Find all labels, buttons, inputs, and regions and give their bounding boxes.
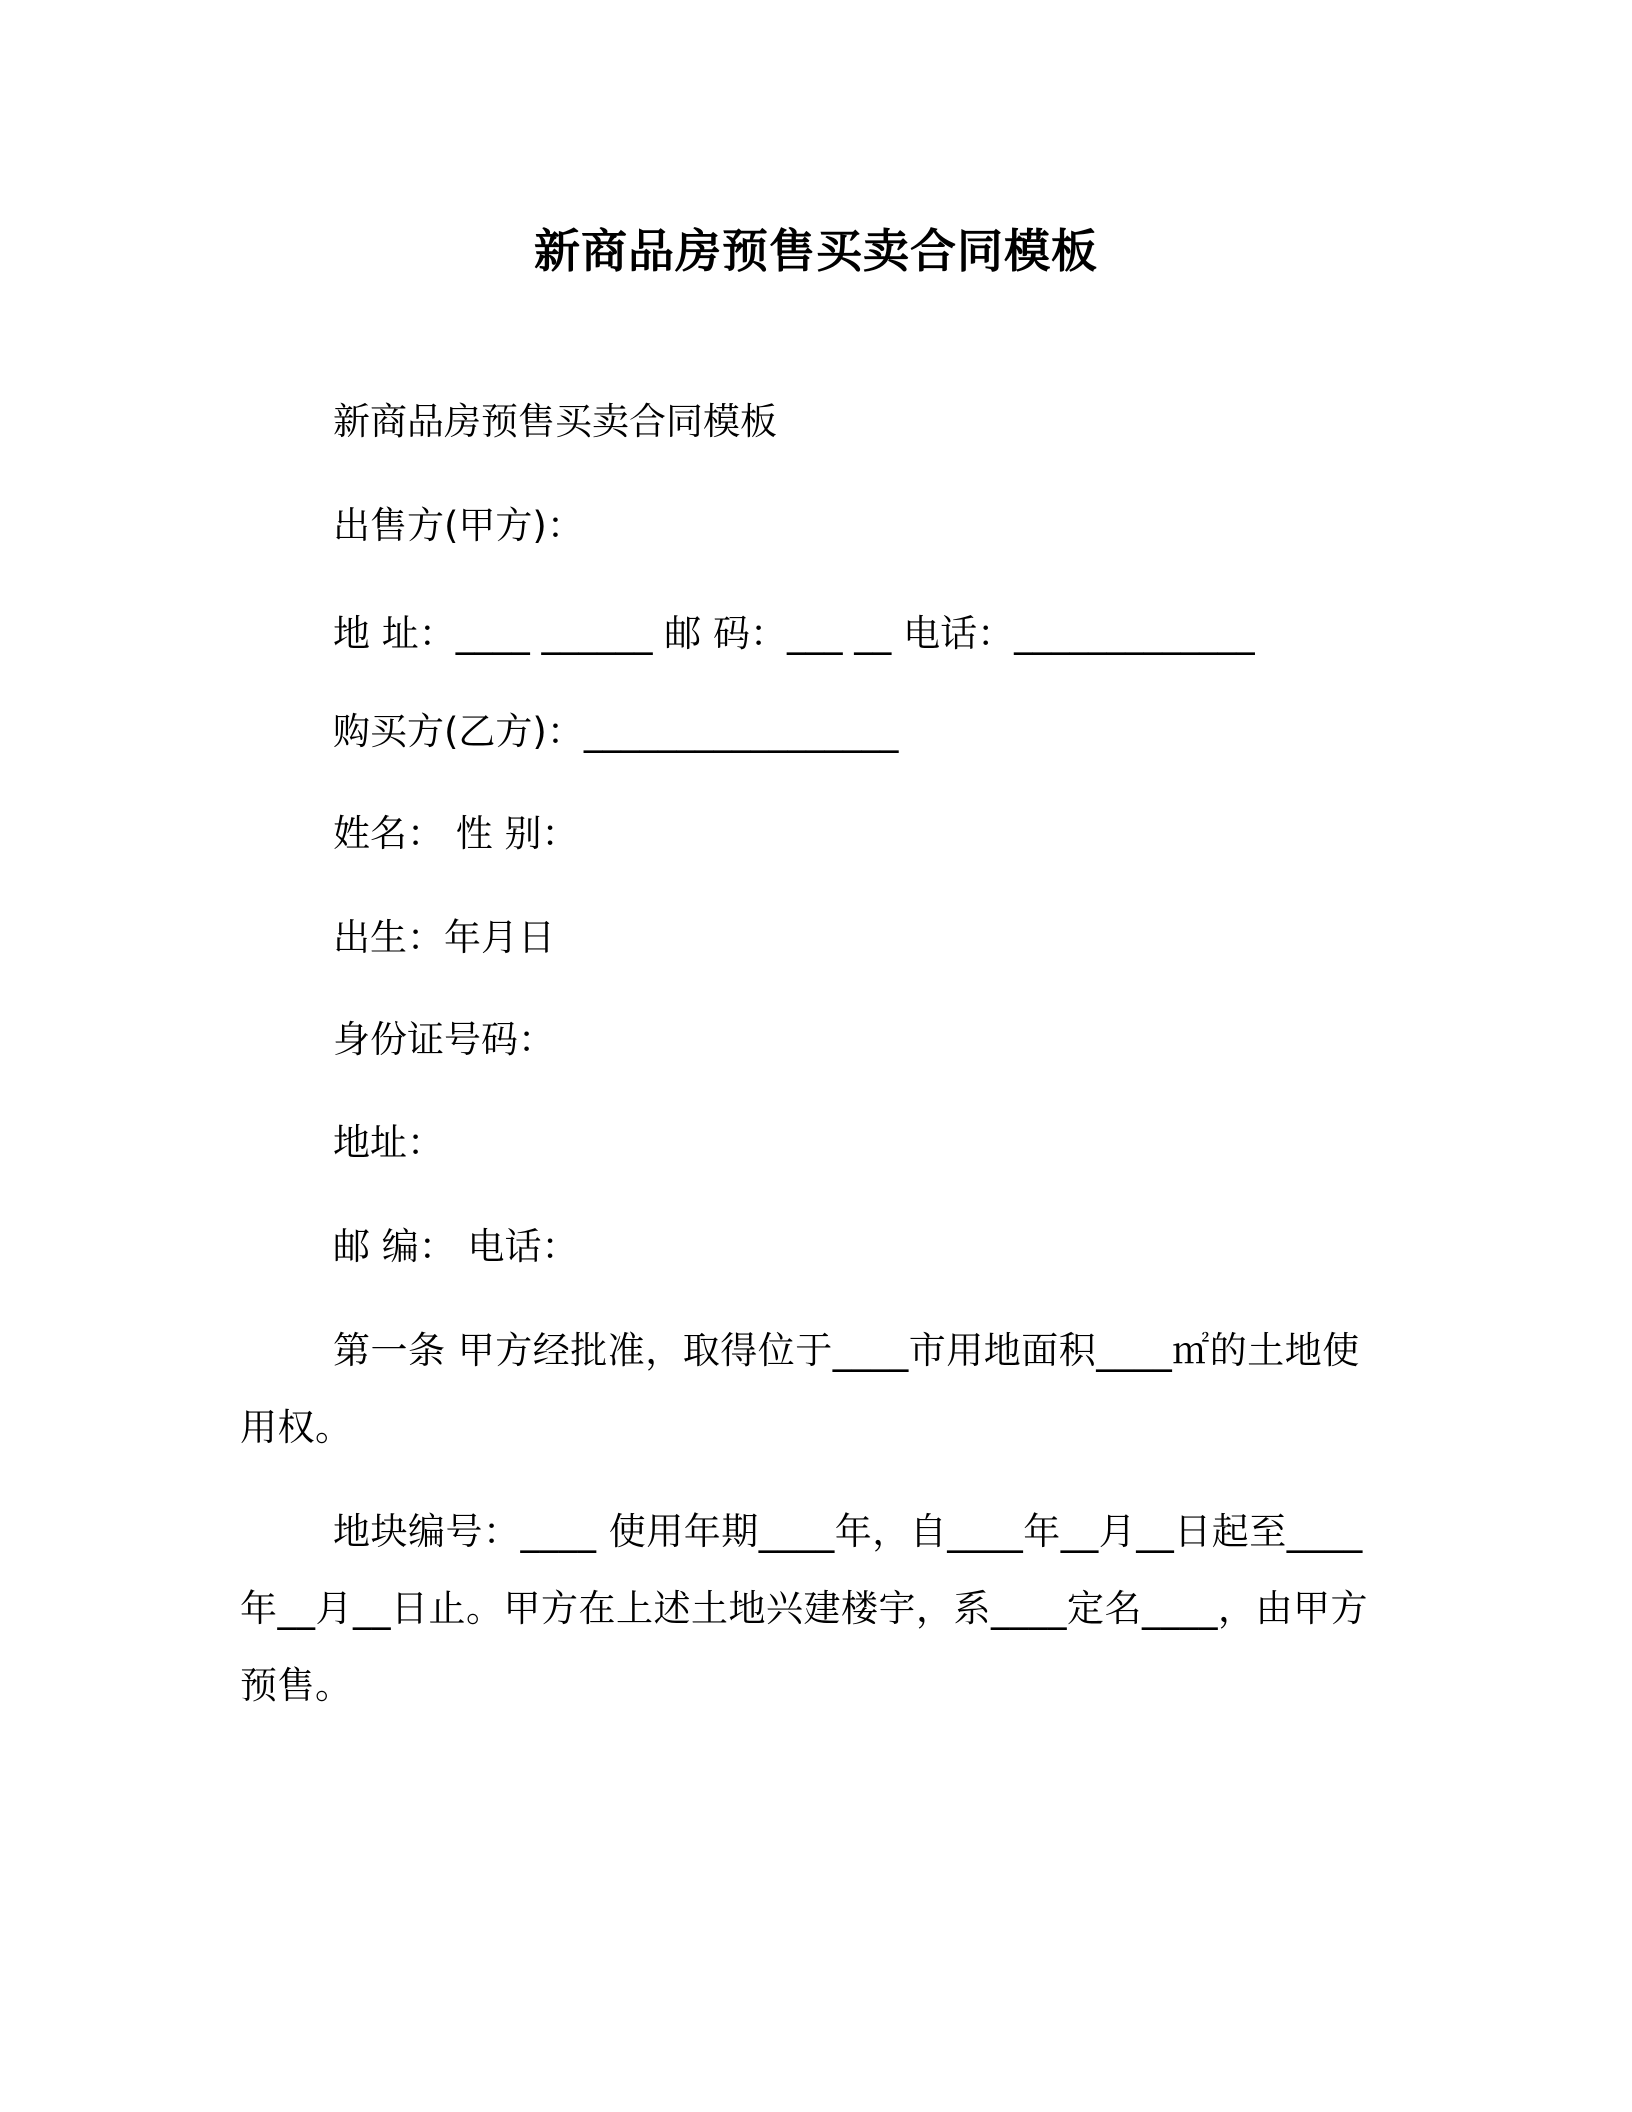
- name-gender-line: 姓名： 性 别：: [333, 812, 579, 855]
- postcode-phone-line: 邮 编： 电话：: [333, 1225, 579, 1268]
- birth-line: 出生：年月日: [333, 916, 555, 959]
- plot-number-paragraph: 地块编号：____ 使用年期____年，自____年__月__日起至____年__月__日止。甲方在上述土地兴建楼宇，系____定名____，由甲方预售。: [240, 1510, 1368, 1707]
- address-line: 地址：: [333, 1121, 444, 1164]
- seller-address-line: 地 址：____ ______ 邮 码：___ __ 电话：_____________: [333, 612, 1255, 655]
- id-number-line: 身份证号码：: [333, 1018, 555, 1061]
- document-title: 新商品房预售买卖合同模板: [534, 224, 1098, 278]
- buyer-label: 购买方(乙方)：_________________: [333, 710, 899, 753]
- article-one-paragraph: 第一条 甲方经批准，取得位于____市用地面积____㎡的土地使用权。: [240, 1329, 1360, 1449]
- document-subtitle: 新商品房预售买卖合同模板: [333, 400, 777, 443]
- seller-label: 出售方(甲方)：: [333, 504, 584, 547]
